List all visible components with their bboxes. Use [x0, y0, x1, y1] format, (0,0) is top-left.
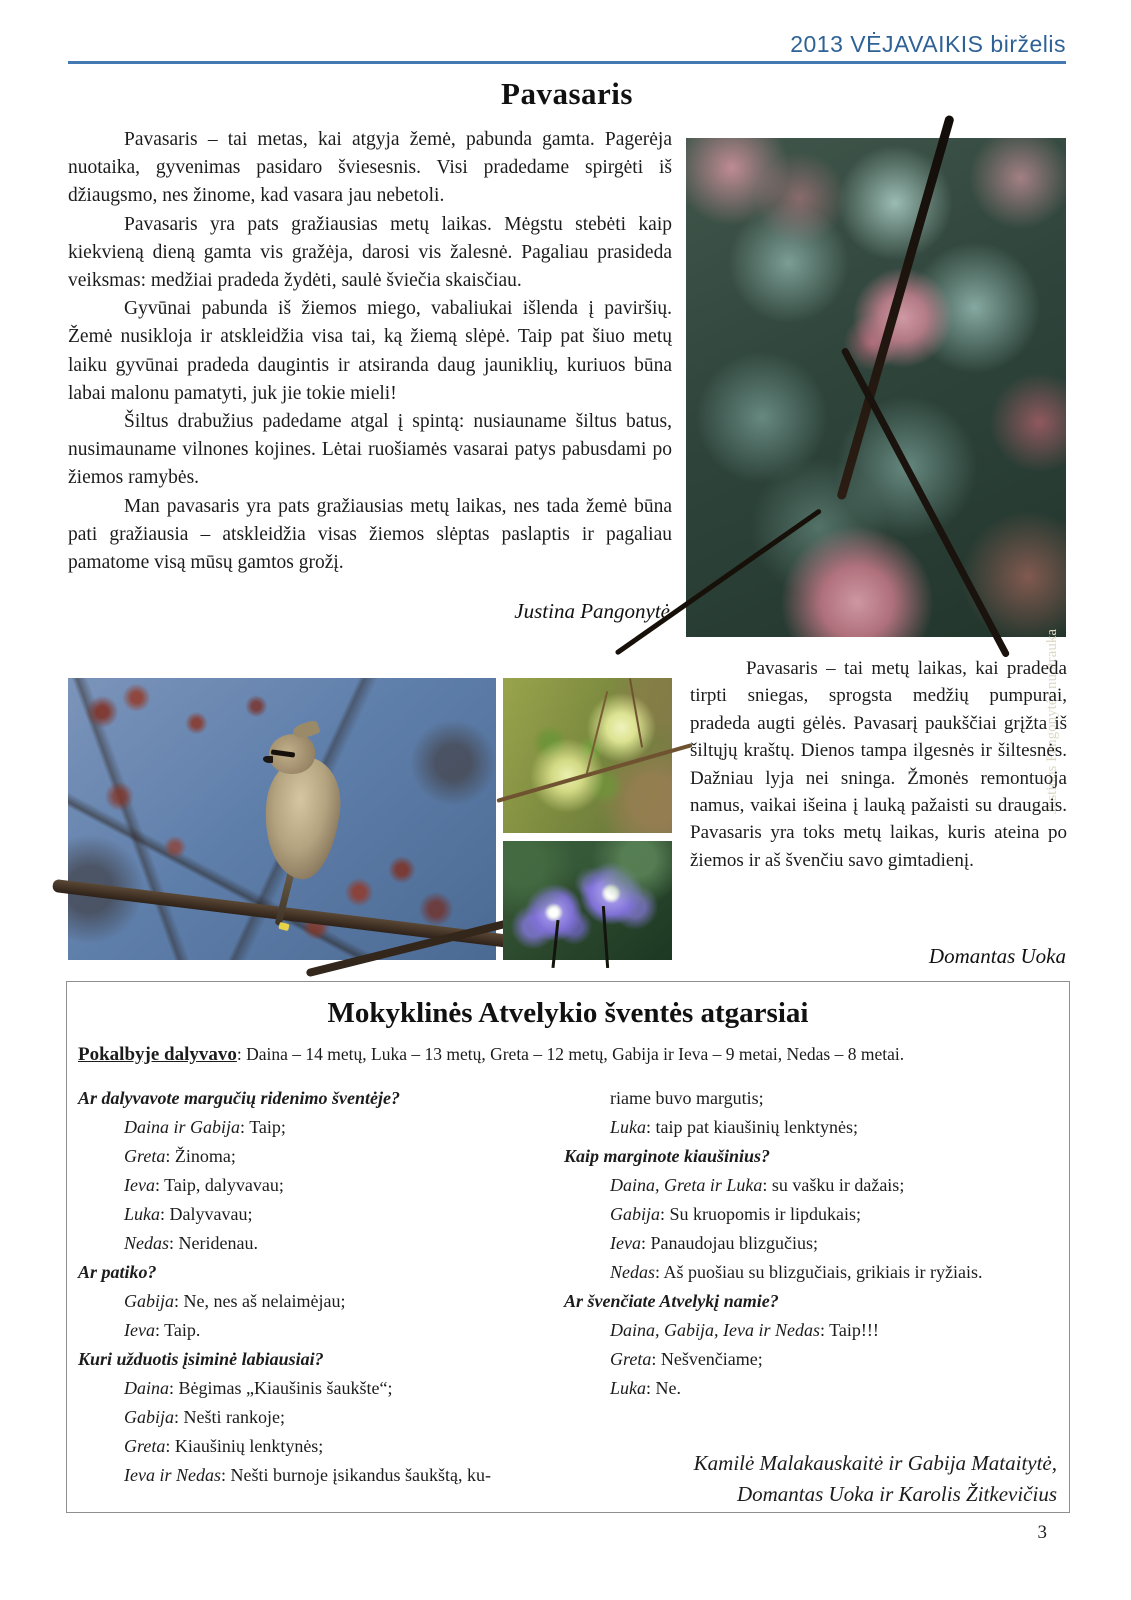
- speaker-name: Ieva: [124, 1175, 155, 1195]
- paragraph: Pavasaris yra pats gražiausias metų laikas. Mėgstu stebėti kaip kiekvieną dieną gamta vis gražėja, darosi vis žalesnė. Pagaliau prasideda veiksmas: medžiai pradeda žydėti, saulė šviečia skaisčiau.: [68, 213, 672, 292]
- speaker-name: Luka: [124, 1204, 160, 1224]
- interview-answer: [78, 1171, 560, 1200]
- flower-stem-shape: [551, 920, 559, 968]
- speaker-name: Daina ir Gabija: [124, 1117, 241, 1137]
- bird-beak-shape: [263, 756, 273, 763]
- participants-list: : Daina – 14 metų, Luka – 13 metų, Greta – 12 metų, Gabija ir Ieva – 9 metai, Nedas – 8 metai.: [236, 1044, 905, 1064]
- twig-shape: [629, 678, 643, 747]
- answer-text: : Aš puošiau su blizgučiais, grikiais ir ryžiais.: [655, 1262, 983, 1282]
- answer-text: : Taip;: [240, 1117, 286, 1137]
- interview-answer: [78, 1432, 560, 1461]
- paragraph: Man pavasaris yra pats gražiausias metų laikas, nes tada žemė būna pati gražiausia – atskleidžia visas žiemos slėptas paslaptis ir pagaliau pamatome visą mūsų gamtos grožį.: [68, 495, 672, 574]
- interview-question: [78, 1084, 560, 1113]
- paragraph: Pavasaris – tai metas, kai atgyja žemė, pabunda gamta. Pagerėja nuotaika, gyvenimas pasidaro šviesesnis. Visi pradedame spirgėti iš džiaugsmo, nes žinome, kad vasara jau nebetoli.: [68, 129, 672, 207]
- speaker-name: Greta: [124, 1146, 166, 1166]
- answer-text: : Neridenau.: [169, 1233, 258, 1253]
- answer-text: : Taip, dalyvavau;: [154, 1175, 284, 1195]
- interview-answer: [78, 1374, 560, 1403]
- interview-question: [564, 1142, 1062, 1171]
- speaker-name: Luka: [610, 1378, 646, 1398]
- interview-answer: [78, 1142, 560, 1171]
- author-signature: Domantas Uoka: [928, 944, 1066, 968]
- interview-answer: [78, 1316, 560, 1345]
- speaker-name: Daina: [124, 1378, 169, 1398]
- branch-shape: [840, 346, 1010, 658]
- article-title: Pavasaris: [501, 76, 633, 111]
- interview-right-column: [564, 1084, 1062, 1403]
- interview-question: [564, 1287, 1062, 1316]
- participants-line: [78, 1044, 1061, 1066]
- interview-left-column: [78, 1084, 560, 1490]
- answer-text: : Nešti burnoje įsikandus šaukštą, ku-: [220, 1465, 491, 1485]
- interview-answer: [78, 1287, 560, 1316]
- question-text: Ar patiko?: [78, 1262, 157, 1282]
- speaker-name: Luka: [610, 1117, 646, 1137]
- paragraph: Gyvūnai pabunda iš žiemos miego, vabaliukai išlenda į paviršių. Žemė nusikloja ir atskleidžia visa tai, ką žiemą slėpė. Taip pat šiuo metų laiku gyvūnai pradeda daugintis ir atsiranda daug jauniklių, kuriuos būna labai malonu pamatyti, juk jie tokie mieli!: [68, 298, 672, 404]
- answer-text: riame buvo margutis;: [610, 1088, 764, 1108]
- interview-answer: [78, 1200, 560, 1229]
- interview-answer: [78, 1403, 560, 1432]
- interview-answer: [564, 1316, 1062, 1345]
- interview-answer: [564, 1200, 1062, 1229]
- interview-answer: [78, 1229, 560, 1258]
- author-signature: Justina Pangonytė: [514, 599, 670, 623]
- question-text: Kaip marginote kiaušinius?: [564, 1146, 771, 1166]
- branch-shape: [496, 743, 692, 803]
- speaker-name: Daina, Greta ir Luka: [610, 1175, 763, 1195]
- interview-question: [78, 1345, 560, 1374]
- answer-text: : Dalyvavau;: [160, 1204, 253, 1224]
- interview-answer: [564, 1374, 1062, 1403]
- author-signature: Kamilė Malakauskaitė ir Gabija Mataitytė,: [693, 1451, 1057, 1475]
- speaker-name: Nedas: [124, 1233, 169, 1253]
- bird-tail-tip-shape: [278, 922, 289, 931]
- speaker-name: Gabija: [124, 1291, 175, 1311]
- speaker-name: Greta: [124, 1436, 166, 1456]
- answer-text: : Kiaušinių lenktynės;: [165, 1436, 324, 1456]
- question-text: Ar dalyvavote margučių ridenimo šventėje?: [78, 1088, 400, 1108]
- speaker-name: Gabija: [124, 1407, 175, 1427]
- article-spring-2: [690, 655, 1067, 874]
- answer-text: : Nešti rankoje;: [174, 1407, 285, 1427]
- photo-credit-caption: Justinos Pangonytės nuotrauka: [1044, 629, 1060, 814]
- flower-stem-shape: [602, 906, 609, 968]
- interview-question: [78, 1258, 560, 1287]
- interview-answer: [564, 1345, 1062, 1374]
- speaker-name: Nedas: [610, 1262, 655, 1282]
- interview-answer: [78, 1461, 560, 1490]
- paragraph: Pavasaris – tai metų laikas, kai pradeda tirpti sniegas, sprogsta medžių pumpurai, pradeda augti gėlės. Pavasarį paukščiai grįžta iš šiltųjų kraštų. Dienos tampa ilgesnės ir šiltesnės. Dažniau lyja nei sninga. Žmonės remontuoja namus, vaikai išeina į lauką pažaisti su draugais. Pavasaris yra toks metų laikas, kuris ateina po žiemos ir aš švenčiu savo gimtadienį.: [690, 658, 1067, 871]
- answer-text: : Ne, nes aš nelaimėjau;: [174, 1291, 346, 1311]
- author-signature: Domantas Uoka ir Karolis Žitkevičius: [736, 1482, 1057, 1506]
- participants-label: Pokalbyje dalyvavo: [78, 1044, 237, 1065]
- answer-text: : su vašku ir dažais;: [762, 1175, 905, 1195]
- interview-answer: [564, 1258, 1062, 1287]
- bird-photo: [68, 678, 496, 960]
- answer-text: : taip pat kiaušinių lenktynės;: [646, 1117, 858, 1137]
- answer-text: : Žinoma;: [165, 1146, 236, 1166]
- interview-answer: [564, 1229, 1062, 1258]
- answer-text: : Taip.: [154, 1320, 201, 1340]
- speaker-name: Ieva ir Nedas: [124, 1465, 221, 1485]
- answer-text: : Ne.: [646, 1378, 681, 1398]
- question-text: Ar švenčiate Atvelykį namie?: [564, 1291, 779, 1311]
- hepatica-flowers-photo: [503, 841, 672, 960]
- answer-text: : Taip!!!: [819, 1320, 879, 1340]
- speaker-name: Ieva: [610, 1233, 641, 1253]
- speaker-name: Ieva: [124, 1320, 155, 1340]
- answer-text: : Panaudojau blizgučius;: [640, 1233, 818, 1253]
- twig-shape: [586, 691, 609, 774]
- question-text: Kuri užduotis įsiminė labiausiai?: [78, 1349, 324, 1369]
- paragraph: Šiltus drabužius padedame atgal į spintą: nusiauname šiltus batus, nusimauname vilnones kojines. Lėtai ruošiamės vasarai patys pabusdami po žiemos ramybės.: [68, 411, 672, 489]
- answer-text: : Nešvenčiame;: [651, 1349, 763, 1369]
- page-number: 3: [1037, 1522, 1047, 1543]
- answer-text: : Su kruopomis ir lipdukais;: [660, 1204, 862, 1224]
- interview-box: [66, 981, 1070, 1513]
- speaker-name: Daina, Gabija, Ieva ir Nedas: [610, 1320, 820, 1340]
- masthead: 2013 VĖJAVAIKIS birželis: [790, 31, 1066, 57]
- interview-answer: [564, 1171, 1062, 1200]
- speaker-name: Greta: [610, 1349, 652, 1369]
- interview-answer-continuation: [564, 1084, 1062, 1113]
- interview-authors: [694, 1448, 1057, 1510]
- willow-catkins-photo: [503, 678, 672, 833]
- header-divider: [68, 61, 1066, 64]
- bird-body-shape: [259, 753, 345, 882]
- interview-title: Mokyklinės Atvelykio šventės atgarsiai: [327, 997, 809, 1029]
- speaker-name: Gabija: [610, 1204, 661, 1224]
- interview-answer: [78, 1113, 560, 1142]
- answer-text: : Bėgimas „Kiaušinis šaukšte“;: [169, 1378, 393, 1398]
- interview-answer: [564, 1113, 1062, 1142]
